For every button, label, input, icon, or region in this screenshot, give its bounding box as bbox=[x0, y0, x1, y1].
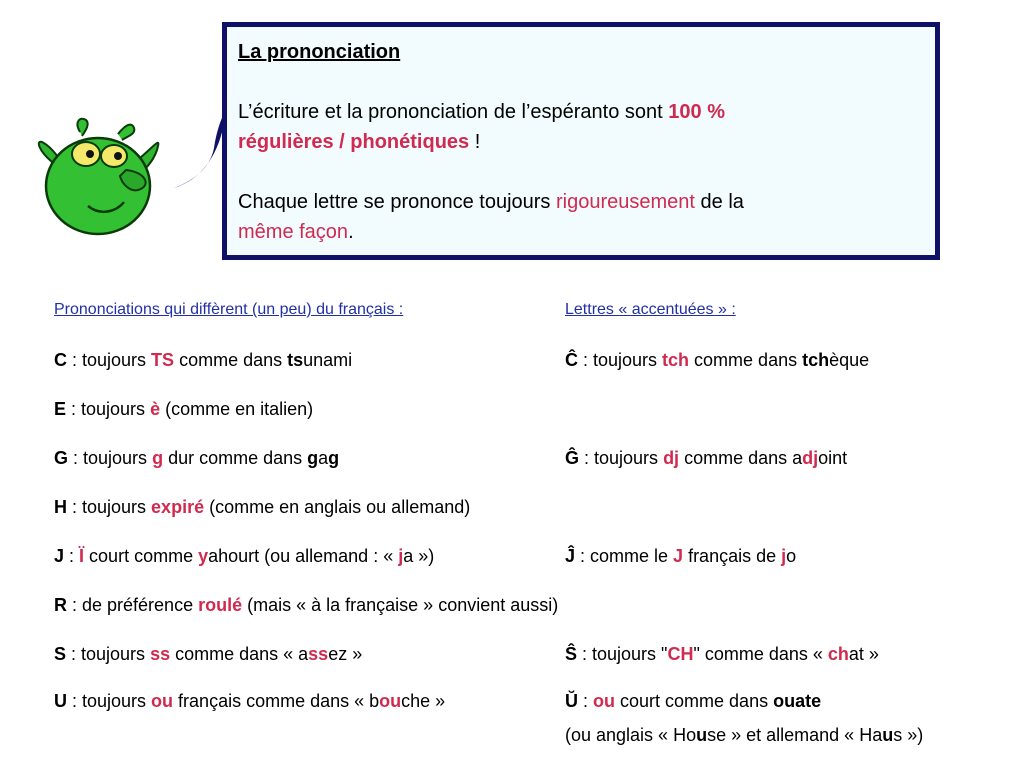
letter-rule-segment: expiré bbox=[151, 497, 205, 517]
accented-letter-segment: dj bbox=[802, 448, 819, 468]
accented-letter-segment: dj bbox=[663, 448, 680, 468]
letter-rule-segment: : toujours bbox=[67, 691, 152, 711]
accented-letter-segment: u bbox=[882, 725, 894, 745]
right-column-header: Lettres « accentuées » : bbox=[565, 301, 736, 318]
letter-rule-row bbox=[54, 690, 445, 712]
letter-rule-segment: : de préférence bbox=[67, 595, 199, 615]
accented-letter-segment: Ŝ bbox=[565, 644, 578, 664]
letter-rule-segment: H bbox=[54, 497, 67, 517]
letter-rule-segment: ts bbox=[287, 350, 304, 370]
accented-letter-segment: comme dans bbox=[689, 350, 803, 370]
accented-letter-segment: tch bbox=[802, 350, 830, 370]
accented-letter-segment: o bbox=[786, 546, 797, 566]
accented-letter-segment: ou bbox=[593, 691, 616, 711]
callout-title: La prononciation bbox=[238, 41, 401, 63]
letter-rule-segment: TS bbox=[151, 350, 175, 370]
letter-rule-segment: : toujours bbox=[67, 497, 152, 517]
accented-letter-segment: Ŭ bbox=[565, 691, 578, 711]
accented-letter-segment: " comme dans « bbox=[693, 644, 828, 664]
letter-rule-segment: (comme en anglais ou allemand) bbox=[204, 497, 471, 517]
letter-rule-segment: G bbox=[54, 448, 69, 468]
pronunciation-callout-box bbox=[222, 22, 940, 260]
accented-letter-segment: : toujours bbox=[578, 350, 663, 370]
accented-letter-segment: CH bbox=[667, 644, 694, 664]
letter-rule-segment: U bbox=[54, 691, 67, 711]
letter-rule-segment: : toujours bbox=[66, 399, 151, 419]
letter-rule-segment: è bbox=[150, 399, 161, 419]
callout-p2-emph1: rigoureusement bbox=[555, 191, 695, 213]
letter-rule-segment: y bbox=[198, 546, 209, 566]
letter-rule-segment: français comme dans « b bbox=[173, 691, 380, 711]
accented-letter-segment: ouate bbox=[773, 691, 822, 711]
letter-rule-segment: (mais « à la française » convient aussi) bbox=[242, 595, 559, 615]
accented-letter-row bbox=[565, 724, 923, 746]
accented-letter-segment: u bbox=[696, 725, 708, 745]
accented-letter-row bbox=[565, 447, 847, 469]
accented-letter-segment: se » et allemand « Ha bbox=[707, 725, 883, 745]
letter-rule-row bbox=[54, 349, 352, 371]
accented-letter-row bbox=[565, 643, 879, 665]
callout-p2-text: Chaque lettre se prononce toujours bbox=[238, 191, 556, 213]
callout-p1-end: ! bbox=[469, 131, 481, 153]
letter-rule-row bbox=[54, 594, 558, 616]
letter-rule-segment: ss bbox=[150, 644, 171, 664]
letter-rule-segment: : toujours bbox=[66, 644, 151, 664]
speech-bubble-tail-icon bbox=[170, 108, 230, 198]
accented-letter-segment: ch bbox=[827, 644, 849, 664]
letter-rule-segment: Ï bbox=[79, 546, 85, 566]
accented-letter-row bbox=[565, 690, 821, 712]
letter-rule-segment: dur comme dans bbox=[163, 448, 308, 468]
green-alien-mascot-icon bbox=[34, 112, 164, 240]
accented-letter-segment: at » bbox=[848, 644, 879, 664]
letter-rule-segment: comme dans « a bbox=[170, 644, 309, 664]
letter-rule-row bbox=[54, 545, 434, 567]
accented-letter-row bbox=[565, 545, 796, 567]
callout-p2-emph2: même façon bbox=[238, 221, 349, 243]
letter-rule-row bbox=[54, 643, 362, 665]
letter-rule-row bbox=[54, 496, 470, 518]
accented-letter-segment: : comme le bbox=[575, 546, 674, 566]
letter-rule-segment: g bbox=[152, 448, 164, 468]
callout-p1-emph2: régulières / phonétiques bbox=[238, 131, 470, 153]
accented-letter-segment: Ĉ bbox=[565, 350, 578, 370]
letter-rule-segment: che » bbox=[401, 691, 446, 711]
accented-letter-segment: : toujours bbox=[579, 448, 664, 468]
letter-rule-segment: : bbox=[64, 546, 80, 566]
callout-p2-end: . bbox=[348, 221, 354, 243]
callout-paragraph-2 bbox=[238, 187, 925, 247]
accented-letter-row bbox=[565, 349, 869, 371]
accented-letter-segment: (ou anglais « Ho bbox=[565, 725, 697, 745]
callout-p1-text: L’écriture et la prononciation de l’espéranto sont bbox=[238, 101, 669, 123]
letter-rule-segment: unami bbox=[303, 350, 353, 370]
letter-rule-row bbox=[54, 398, 313, 420]
callout-p2-mid: de la bbox=[694, 191, 744, 213]
letter-rule-segment: J bbox=[54, 546, 65, 566]
letter-rule-segment: : toujours bbox=[68, 448, 153, 468]
letter-rule-segment: roulé bbox=[198, 595, 243, 615]
accented-letter-segment: oint bbox=[818, 448, 848, 468]
accented-letter-segment: Ĵ bbox=[565, 546, 576, 566]
left-column-header: Prononciations qui diffèrent (un peu) du français : bbox=[54, 301, 404, 318]
letter-rule-segment: court comme bbox=[84, 546, 199, 566]
letter-rule-row bbox=[54, 447, 339, 469]
letter-rule-segment: g bbox=[307, 448, 319, 468]
accented-letter-segment: Ĝ bbox=[565, 448, 580, 468]
letter-rule-segment: : toujours bbox=[67, 350, 152, 370]
letter-rule-segment: C bbox=[54, 350, 67, 370]
letter-rule-segment: ahourt (ou allemand : « bbox=[208, 546, 399, 566]
accented-letter-segment: s ») bbox=[893, 725, 924, 745]
letter-rule-segment: S bbox=[54, 644, 67, 664]
letter-rule-segment: ez » bbox=[328, 644, 363, 664]
letter-rule-segment: R bbox=[54, 595, 67, 615]
accented-letter-segment: court comme dans bbox=[615, 691, 774, 711]
accented-letter-segment: èque bbox=[829, 350, 870, 370]
letter-rule-segment: a ») bbox=[403, 546, 435, 566]
letter-rule-segment: comme dans bbox=[174, 350, 288, 370]
letter-rule-segment: ss bbox=[308, 644, 329, 664]
callout-p1-emph1: 100 % bbox=[668, 101, 725, 123]
letter-rule-segment: j bbox=[398, 546, 404, 566]
accented-letter-segment: : toujours " bbox=[577, 644, 668, 664]
accented-letter-segment: : bbox=[578, 691, 594, 711]
accented-letter-segment: tch bbox=[662, 350, 690, 370]
letter-rule-segment: a bbox=[318, 448, 329, 468]
accented-letter-segment: J bbox=[673, 546, 684, 566]
letter-rule-segment: ou bbox=[379, 691, 402, 711]
accented-letter-segment: français de bbox=[683, 546, 782, 566]
accented-letter-segment: j bbox=[781, 546, 787, 566]
letter-rule-segment: ou bbox=[151, 691, 174, 711]
letter-rule-segment: g bbox=[328, 448, 340, 468]
callout-paragraph-1 bbox=[238, 97, 925, 157]
letter-rule-segment: E bbox=[54, 399, 67, 419]
accented-letter-segment: comme dans a bbox=[679, 448, 803, 468]
letter-rule-segment: (comme en italien) bbox=[160, 399, 314, 419]
